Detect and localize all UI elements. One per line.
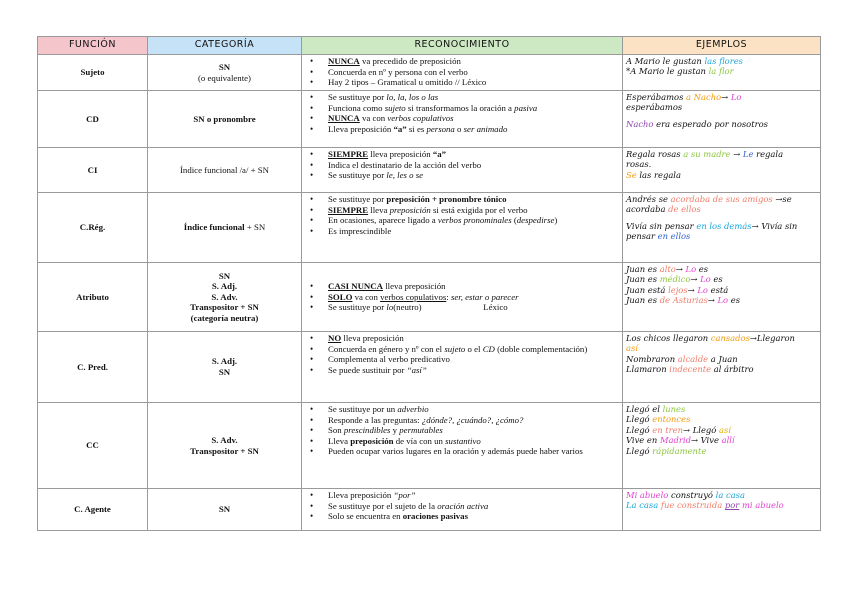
reconocimiento-cell	[302, 403, 623, 489]
categoria-line: (categoría neutra)	[190, 312, 259, 323]
table-row-sujeto	[38, 55, 821, 91]
funcion-cell: CC	[38, 403, 148, 489]
ejemplos-cell: Andrés se acordaba de sus amigos →se acordaba de ellos Vivía sin pensar en los demás→ Vivía sin pensar en ellos	[623, 193, 821, 263]
list-item: • Se sustituye por le, les o se	[308, 170, 619, 181]
list-item: • Indica el destinatario de la acción del verbo	[308, 160, 619, 171]
categoria-line: Índice funcional + SN	[183, 222, 266, 233]
list-item: • Son prescindibles y permutables	[308, 425, 619, 436]
table-row-cagente	[38, 489, 821, 531]
categoria-line: SN	[218, 504, 231, 515]
funcion-cell: CD	[38, 91, 148, 148]
reconocimiento-cell	[302, 148, 623, 193]
list-item: • Se sustituye por lo, la, los o las	[308, 92, 619, 103]
list-item: • NUNCA va con verbos copulativos	[308, 113, 619, 124]
list-item: • Responde a las preguntas: ¿dónde?, ¿cuándo?, ¿cómo?	[308, 415, 619, 426]
list-item: • Es imprescindible	[308, 226, 619, 237]
header-row	[38, 37, 821, 55]
table-row-cd	[38, 91, 821, 148]
funcion-cell: Atributo	[38, 263, 148, 332]
categoria-line: S. Adv.	[211, 291, 238, 302]
reconocimiento-cell	[302, 193, 623, 263]
table-row-cc	[38, 403, 821, 489]
reconocimiento-cell	[302, 55, 623, 91]
list-item: • SIEMPRE lleva preposición “a”	[308, 149, 619, 160]
categoria-line: SN	[218, 367, 231, 377]
list-item: • Concuerda en nº y persona con el verbo	[308, 67, 619, 78]
ejemplos-cell: Esperábamos a Nacho→ Lo esperábamos Nacho era esperado por nosotros	[623, 91, 821, 148]
categoria-line: (o equivalente)	[197, 72, 251, 83]
list-item: • Se puede sustituir por “así”	[308, 365, 619, 376]
categoria-line: S. Adj.	[211, 281, 238, 292]
ejemplos-cell: Regala rosas a su madre → Le regala rosas. Se las regala	[623, 148, 821, 193]
ejemplos-cell: Juan es alto→ Lo es Juan es médico→ Lo es Juan está lejos→ Lo está Juan es de Asturias→ Lo es	[623, 263, 821, 332]
syntax-functions-table	[37, 36, 821, 531]
list-item: • Se sustituye por preposición + pronombre tónico	[308, 194, 619, 205]
list-item: • Hay 2 tipos – Gramatical u omitido // Léxico	[308, 77, 619, 88]
funcion-cell: Sujeto	[38, 55, 148, 91]
list-item: • Solo se encuentra en oraciones pasivas	[308, 511, 619, 522]
funcion-cell: C. Pred.	[38, 332, 148, 403]
funcion-cell: C.Rég.	[38, 193, 148, 263]
reconocimiento-cell	[302, 91, 623, 148]
list-item: • Complementa al verbo predicativo	[308, 354, 619, 365]
list-item: • SOLO va con verbos copulativos: ser, estar o parecer	[308, 292, 619, 303]
reconocimiento-cell	[302, 263, 623, 332]
table-row-cpred	[38, 332, 821, 403]
list-item: • En ocasiones, aparece ligado a verbos pronominales (despedirse)	[308, 215, 619, 226]
list-item: • Se sustituye por un adverbio	[308, 404, 619, 415]
categoria-cell	[148, 263, 302, 332]
categoria-cell	[148, 193, 302, 263]
categoria-line: Transpositor + SN	[190, 302, 259, 313]
categoria-cell	[148, 403, 302, 489]
ejemplos-cell: Mi abuelo construyó la casa La casa fue construida por mi abuelo	[623, 489, 821, 531]
list-item: • Lleva preposición “a” si es persona o ser animado	[308, 124, 619, 135]
list-item: • Pueden ocupar varios lugares en la oración y además puede haber varios	[308, 446, 619, 457]
categoria-line: S. Adj.	[211, 356, 238, 367]
categoria-line: SN	[218, 270, 231, 281]
table-row-atributo	[38, 263, 821, 332]
categoria-cell	[148, 55, 302, 91]
reconocimiento-cell	[302, 332, 623, 403]
categoria-cell	[148, 332, 302, 403]
categoria-cell	[148, 148, 302, 193]
header-reconocimiento: RECONOCIMIENTO	[302, 37, 623, 55]
categoria-line: Índice funcional /a/ + SN	[180, 164, 269, 175]
categoria-line: S. Adv.	[211, 434, 238, 445]
header-funcion: FUNCIÓN	[38, 37, 148, 55]
list-item: • Lleva preposición de vía con un sustantivo	[308, 436, 619, 447]
list-item: • NO lleva preposición	[308, 333, 619, 344]
list-item: • Se sustituye por lo(neutro) Léxico	[308, 302, 619, 313]
ejemplos-cell: A Mario le gustan las flores *A Mario le gustan la flor	[623, 55, 821, 91]
table-row-creg	[38, 193, 821, 263]
categoria-line: SN o pronombre	[193, 113, 256, 124]
list-item: • NUNCA va precedido de preposición	[308, 56, 619, 67]
reconocimiento-cell	[302, 489, 623, 531]
categoria-cell	[148, 489, 302, 531]
table-row-ci	[38, 148, 821, 193]
list-item: • Concuerda en género y nº con el sujeto o el CD (doble complementación)	[308, 344, 619, 355]
categoria-line: Transpositor + SN	[190, 445, 259, 456]
ejemplos-cell: Los chicos llegaron cansados→Llegaron así Nombraron alcalde a Juan Llamaron indecente al árbitro	[623, 332, 821, 403]
funcion-cell: C. Agente	[38, 489, 148, 531]
list-item: • Se sustituye por el sujeto de la oración activa	[308, 501, 619, 512]
funcion-cell: CI	[38, 148, 148, 193]
list-item: • CASI NUNCA lleva preposición	[308, 281, 619, 292]
list-item: • SIEMPRE lleva preposición si está exigida por el verbo	[308, 205, 619, 216]
header-categoria: CATEGORÍA	[148, 37, 302, 55]
categoria-line: SN	[218, 61, 231, 72]
list-item: • Funciona como sujeto si transformamos la oración a pasiva	[308, 103, 619, 114]
ejemplos-cell: Llegó el lunes Llegó entonces Llegó en tren→ Llegó así Vive en Madrid→ Vive allí Llegó rápidamente	[623, 403, 821, 489]
header-ejemplos: EJEMPLOS	[623, 37, 821, 55]
categoria-cell	[148, 91, 302, 148]
list-item: • Lleva preposición “por”	[308, 490, 619, 501]
